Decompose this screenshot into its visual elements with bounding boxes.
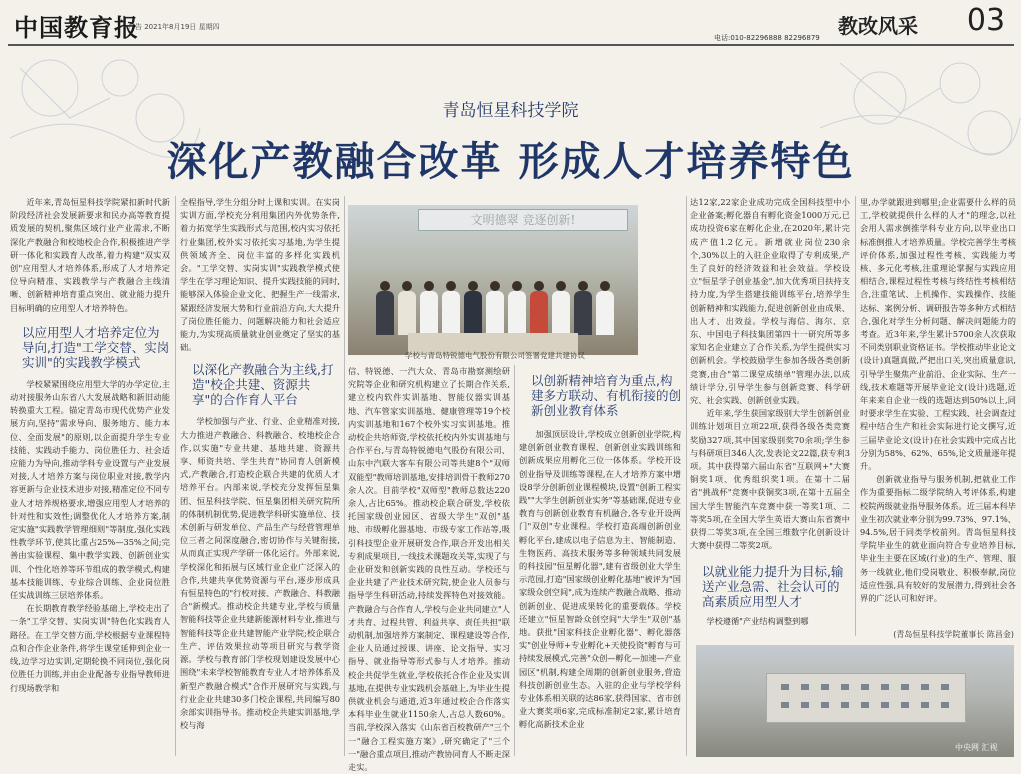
column-divider [855, 196, 856, 636]
issue-date: 广告 2021年8月19日 星期四 [128, 23, 220, 31]
subheading-2: 以深化产教融合为主线,打造"校企共建、资源共享"的合作育人平台 [192, 362, 334, 408]
organization-name: 青岛恒星科技学院 [442, 101, 579, 121]
column-3b [519, 365, 681, 760]
column-4 [690, 196, 850, 558]
column-2 [180, 196, 340, 760]
paragraph: 全程指导,学生分组分时上课和实训。在实岗实训方面,学校充分利用集团内外优势条件,着力拓宽学生实践形式与范围,校内实习依托行业集团,校外实习依托实习基地,为学生提供领域齐全、岗位丰富的多样化实践机会。"工学交替、实岗实训"实践教学模式使学生在学习理论知识、提升实践技能的同时,能够深入体验企业文化、把握生产一线需求,紧跟经济发展大势和行业前沿方向,大大提升了岗位胜任能力、问题解决能力和社会适应能力,为实现高质量就业创业奠定了坚实的基础。 [180, 197, 340, 353]
column-divider [344, 196, 345, 756]
contact-phone: 电话:010-82296888 82296879 [714, 34, 820, 42]
subheading-1: 以应用型人才培养定位为导向,打造"工学交替、实岗实训"的实践教学模式 [22, 324, 170, 370]
headline: 深化产教融合改革 形成人才培养特色 [166, 138, 855, 185]
paragraph: 信、特锐德、一汽大众、青岛市勘察测绘研究院等企业和研究机构建立了长期合作关系,建立校内软件实训基地、智能仪器实训基地、汽车管家实训基地、健康管理等19个校内实训基地和167个校外实习实训基地。推动校企共培师资,学校依托校内外实训基地与合作平台,与青岛特锐德电气股份有限公司、山东中汽联大客车有限公司等共建8个"双师双能型"教师培训基地,安排培训骨干教师270余人次。目前学校"双师型"教师总数达220余人,占比65%。推动校企联合研发,学校依托国家级创业园区、省级大学生"双创"基地、市级孵化器基地、市级专家工作站等,吸引科技型企业开展研发合作,联合开发出相关专利成果项目,一线技术课题攻关等,实现了与企业研发和创新实践的良性互动。学校还与企业共建了产业技术研究院,使企业人员参与指导学生科研活动,持续发挥特色对接效能。产教融合与合作育人,学校与企业共同建立"人才共育、过程共管、利益共享、责任共担"联动机制,加强培养方案制定、课程建设等合作,企业人员通过授课、讲座、论文指导、实习指导、就业指导等形式参与人才培养。推动校企共促学生就业,学校依托合作企业及实训基地,在提供专业实践机会基础上,为毕业生提供就业机会与通道,近3年通过校企合作落实本科毕业生就业1150余人,占总人数60%。当前,学校深入落实《山东省百校教研产"三个一"融合工程实施方案》,研究确定了"三个一"融合重点项目,推动产教协同育人不断走深走实。 [348, 366, 510, 773]
paragraph: 在长期教育教学经验基础上,学校走出了一条"工学交替、实岗实训"特色化实践育人路径。在工学交替方面,学校根据专业课程特点和合作企业条件,将学生课堂延伸到企业一线,边学习边实训,定期轮换不同岗位,强化岗位胜任力训练,并由企业配备专业指导教师进行现场教学和 [10, 603, 170, 693]
paragraph: 学校紧紧围绕应用型大学的办学定位,主动对接服务山东省八大发展战略和新旧动能转换重大工程。锚定青岛市现代优势产业发展方向,坚持"需求导向、服务地方、能力本位、全面发展"的原则,以企面提升学生专业技能、实践动手能力、岗位胜任力、社会适应能力为导向,推动学科专业设置与产业发展对接,人才培养方案与岗位职业对接,教学内容更新与企业技术进步对接,精准定位不同专业人才培养规格要求,增强应用型人才培养的针对性和实效性;调整优化人才培养方案,制定实施"实践教学管理细则"等制度,强化实践性教学环节,使其比重占25%—35%之间;完善由实验课程、集中教学实践、创新创业实训、个性化培养等环节组成的教学模式,构建基本技能训练、专业综合训练、企业岗位胜任实战训练三层培养体系。 [10, 378, 170, 601]
signing-ceremony-photo [348, 205, 638, 355]
paragraph: 学校遵循"产业结构调整到哪 [706, 616, 809, 626]
paragraph: 达12家,22家企业成功完成全国科技型中小企业备案;孵化器自有孵化资金1000万元,已成功投资6家在孵化企业,在2020年,累计完成产值1.2亿元。新增就业岗位230余个,30%以上的入驻企业取得了专利成果,产生了良好的经济效益和社会效益。学校设立"恒星学子创业基金",加大优秀项目扶持支持力度,为学生搭建技能训练平台,培养学生创新精神和实践能力,促进创新创业由成果、出人才、出效益。学校与海信、海尔、京东、中国电子科技集团第四十一研究所等多家知名企业建立了合作关系,为学生提供实习创新机会。学校鼓励学生参加各级各类创新竞赛,由合"第二课堂成绩单"管理办法,以成绩计学分,引导学生参与创新竞赛、科学研究、社会实践、创新创业实践。 [690, 197, 850, 406]
column-4-bottom [690, 560, 850, 640]
building-shape [766, 673, 966, 723]
photo-watermark: 中央网 汇视 [955, 743, 998, 752]
column-1 [10, 196, 170, 760]
column-5 [860, 196, 1016, 636]
photo-caption: 学校与青岛特锐德电气股份有限公司签署党建共建协议 [405, 351, 585, 360]
paragraph: 学校加强与产业、行业、企业精准对接,大力推进产教融合、科教融合、校地校企合作,以实施"专业共建、基地共建、资源共享、师资共培、学生共育"协同育人创新模式,产教融合,打造校企联合共建的优质人才培养平台。内部来说,学校充分发挥恒星集团、恒星科技学院、恒星集团相关研究院所的体制机制优势,促进教学科研实施单位、技术创新与研发单位、产品生产与经营管理单位三者之间深度融合,密切协作与关键衔接,从而真正实现产学研一体化运行。外部来说,学校深化和拓展与区域行业企业广泛深入的合作,共建共享优势资源与平台,逐步形成具有恒星特色的"行校对接、产教融合、科教融合"新模式。推动校企共建专业,学校与质量智能科技等企业共建新能源材料专业,推进与智能科技等企业共建智能产业学院;校企联合生产、评估效果拉动等项目研究与教学资源。学校与教育部门学校现划建设发展中心围绕"未来学校智能教育专业人才培养体系及新型产教融合模式"合作开展研究与实践,与行业企业共建30多门校企课程,共同编写80余部实训指导书。推动校企共建实训基地,学校与海 [180, 416, 340, 731]
column-3 [348, 365, 510, 773]
intro-paragraph: 近年来,青岛恒星科技学院紧扣新时代新阶段经济社会发展新要求和民办高等教育提质发展的契机,聚焦区域行业产业需求,不断深化产教融合和校地校企合作,积极推进产学研一体化和实践育人改革,着力构建"双实双创"应用型人才培养体系,形成了人才培养定位导向精准、实践教学与产教融合主线清晰、创新精神培育重点突出、就业能力提升目标明确的应用型人才培养特色。 [10, 197, 170, 313]
article-banner [0, 46, 1021, 186]
photo-group [348, 255, 638, 335]
section-title: 教改风采 [838, 14, 918, 38]
photo-backdrop-board: 文明德翠 竞逐创新! [418, 209, 628, 231]
campus-building-photo [696, 645, 1014, 757]
masthead [0, 0, 1021, 44]
column-divider [175, 196, 176, 756]
column-divider [686, 196, 687, 756]
paragraph: 里,办学就跟进到哪里;企业需要什么样的员工,学校就提供什么样的人才"的理念,以社会用人需求倒推学科专业方向,以毕业出口标准倒推人才培养质量。学校完善学生考核评价体系,加强过程性考核、实践能力考核、多元化考核,注重理论掌握与实践应用相结合,课程过程性考核与终结性考核相结合,注重笔试、上机操作、实践操作、技能达标、案例分析、调研报告等多种方式相结合,强化对学生分析问题、解决问题能力的考查。近3年来,学生累计5700余人次获取不同类别职业资格证书。学校推动毕业论文(设计)真题真做,严把出口关,突出质量意识,引导学生聚焦产业前沿、企业实际、生产一线,技术难题等开展毕业论文(设计)选题,近年来来自企业一线的选题达到50%以上,同时要求学生在实验、工程实践、社会调查过程中结合生产和社会实际进行论文撰写,近三届毕业论文(设计)在社会实践中完成占比分别为58%、62%、65%,论文质量逐年提升。 [860, 197, 1016, 472]
subheading-3: 以创新精神培育为重点,构建多方联动、有机衔接的创新创业教育体系 [531, 373, 682, 418]
paragraph: 创新就业指导与服务机制,把就业工作作为重要指标二级学院纳入考评体系,构建校院两级就业指导服务体系。近三届本科毕业生初次就业率分别为99.73%、97.1%、94.5%,居于同类学校前列。青岛恒星科技学院毕业生的就业面向符合专业培养目标,毕业生主要在区域(行业)的生产、管理、服务一线就业,他们受岗敬业、积极奉献,岗位适应性强,具有较好的发展潜力,得到社会各界的广泛认可和好评。 [860, 474, 1016, 604]
subheading-4: 以就业能力提升为目标,输送产业急需、社会认可的高素质应用型人才 [702, 564, 844, 609]
column-divider [514, 365, 515, 756]
paragraph: 加强顶层设计,学校成立创新创业学院,构建创新创业教育课程、创新创业实践训练和创新成果应用孵化三位一体体系。学校开设创业指导及训练等课程,在人才培养方案中增设8学分创新创业课程模块,设置"创新工程实践""大学生创新创业实务"等基础课,促进专业教育与创新创业教育有机融合,各专业开设两门"双创"专业课程。学校打造高端创新创业孵化平台,建成以电子信息为主、智能制造、生物医药、高技术服务等多种领域共同发展的科技园"恒星孵化器",建有省级创业大学生示范园,打造"国家级创业孵化基地"被评为"国家级众创空间",成为连续产教融合战略、推动创新创业、促进成果转化的重要载体。学校还建立"恒星智龄众创空间"大学生"双创"基地。获批"国家科技企业孵化器"、孵化器落实"创业导师+专业孵化+天使投资"孵育与可持续发展模式,完善"众创—孵化—加速—产业园区"机制,构建全周期的创新创业服务,营造科技创新创业生态。入驻的企业与学校学科专业体系相关联的达86家,获得国家、省市创业大赛奖项6家,完成标准制定2家,累计培育孵化高新技术企业 [519, 429, 681, 730]
author-byline: (青岛恒星科技学院董事长 陈昌金) [893, 630, 1014, 639]
paragraph: 近年来,学生获国家级别大学生创新创业训练计划项目立项22项,获得各级各类竞赛奖励327项,其中国家级别奖70余项;学生参与科研项目346人次,发表论文22篇,获专利3项。其中获得第六届山东省"互联网+"大赛铜奖1项、优秀组织奖1项。在第十二届省"挑战杯"竞赛中获铜奖3项,在第十五届全国大学生智能汽车竞赛中获一等奖1项、二等奖5项,在全国大学生英语大赛山东省赛中获得二等奖3项,在全国三维数字化创新设计大赛中获得二等奖2项。 [690, 408, 850, 551]
page-number: 03 [966, 3, 1006, 38]
newspaper-logo: 中国教育报 [14, 13, 139, 42]
